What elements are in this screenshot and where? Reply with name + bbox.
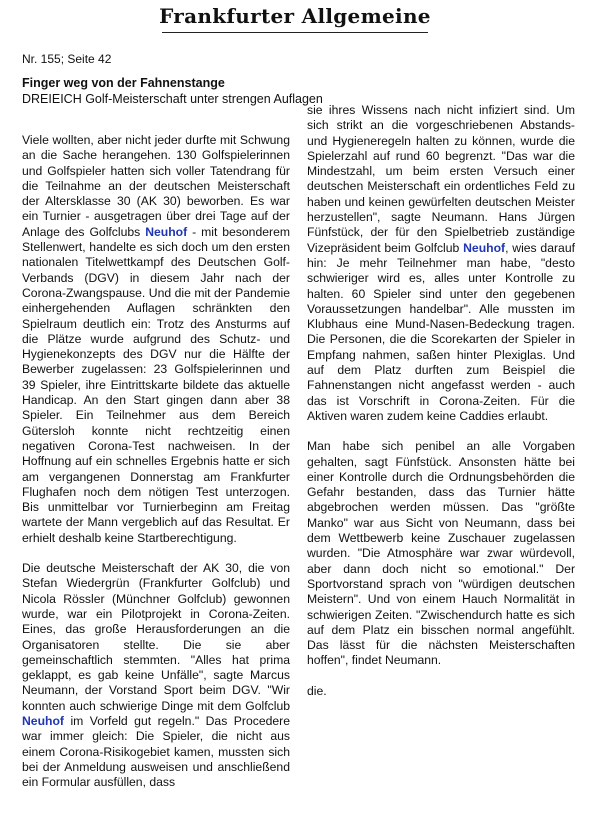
paragraph-text: im Vorfeld gut regeln." Das Procedere war immer gleich: Die Spieler, die nicht aus einem Corona-Risikogebiet kamen, mussten sich bei der Anmeldung ausweisen und anschließend ein Formular ausfüllen, dass [22,713,290,790]
right-column [307,103,575,714]
left-paragraph-1 [22,133,290,546]
highlight-term: Neuhof [145,224,188,239]
right-paragraph-2: Man habe sich penibel an alle Vorgaben gehalten, sagt Fünfstück. Ansonsten hätte bei einer Kontrolle durch die Ordnungsbehörden die Gefahr bestanden, dass das Turnier hätte abgebrochen werden müssen. Das "größte Manko" war aus Sicht von Neumann, dass bei dem Wettbewerb keine Zuschauer zugelassen wurden. "Die Atmosphäre war zwar würdevoll, aber dann doch nicht so emotional." Der Sportvorstand sprach von "würdigen deutschen Meistern". Und von einem Hauch Normalität in schwierigen Zeiten. "Zwischendurch hatte es sich auf dem Platz ein bisschen normal angefühlt. Das lässt für die nächsten Meisterschaften hoffen", findet Neumann. [307,439,575,668]
article-subheadline: DREIEICH Golf-Meisterschaft unter strengen Auflagen [22,92,323,106]
paragraph-text: , wies darauf hin: Je mehr Teilnehmer man habe, "desto schwieriger wird es, alles unter Kontrolle zu halten. 60 Spieler sind unter den gegebenen Voraussetzungen handelbar". Alle mussten im Klubhaus eine Mund-Nasen-Bedeckung tragen. Die Personen, die die Scorekarten der Spieler in Empfang nahmen, saßen hinter Plexiglas. Und auf dem Platz durften zum Beispiel die Fahnenstangen nicht angefasst werden - auch das ist Vorschrift in Corona-Zeiten. Für die Aktiven waren zudem keine Caddies erlaubt. [307,240,575,423]
masthead-rule [162,32,428,33]
paragraph-text: Die deutsche Meisterschaft der AK 30, die von Stefan Wiedergrün (Frankfurter Golfclub) und Nicola Rössler (Münchner Golfclub) gewonnen wurde, war ein Pilotprojekt in Corona-Zeiten. Eines, das große Herausforderungen an die Organisatoren stellte. Die sie aber gemeinschaftlich stemmten. "Alles hat prima geklappt, es gab keine Unfälle", sagte Marcus Neumann, der Vorstand Sport beim DGV. "Wir konnten auch schwierige Dinge mit dem Golfclub [22,561,290,713]
right-paragraph-1 [307,103,575,424]
right-paragraph-3: die. [307,683,327,698]
paragraph-text: sie ihres Wissens nach nicht infiziert sind. Um sich strikt an die vorgeschriebenen Abstands- und Hygieneregeln halten zu können, wurde die Spielerzahl auf rund 60 begrenzt. "Das war die Mindestzahl, um beim ersten Versuch einer deutschen Meisterschaft ein ordentliches Feld zu haben und keinen gewürfelten deutschen Meister herzustellen", sagte Neumann. Hans Jürgen Fünfstück, der für den Spielbetrieb zuständige Vizepräsident beim Golfclub [307,103,575,255]
left-column [22,133,290,805]
highlight-term: Neuhof [463,240,506,255]
left-paragraph-2 [22,561,290,790]
issue-line: Nr. 155; Seite 42 [22,52,112,66]
article-headline: Finger weg von der Fahnenstange [22,76,225,90]
paragraph-text: Viele wollten, aber nicht jeder durfte mit Schwung an die Sache herangehen. 130 Golfspielerinnen und Golfspieler hatten sich voller Tatendrang für die Teilnahme an der deutschen Meisterschaft der Altersklasse 30 (AK 30) beworben. Es war ein Turnier - ausgetragen über drei Tage auf der Anlage des Golfclubs [22,133,290,239]
highlight-term: Neuhof [22,713,64,728]
masthead-logo: Frankfurter Allgemeine [159,4,431,28]
paragraph-text: - mit besonderem Stellenwert, handelte es sich doch um den ersten nationalen Titelwettkampf des Deutschen Golf-Verbands (DGV) in diesem Jahr nach der Corona-Zwangspause. Und die mit der Pandemie einhergehenden Auflagen schränkten den Spielraum deutlich ein: Trotz des Ansturms auf die Plätze wurde aufgrund des Schutz- und Hygienekonzepts des DGV nur die Hälfte der Bewerber zugelassen: 23 Golfspielerinnen und 39 Spieler, ihre Eintrittskarte bildete das aktuelle Handicap. An den Start gingen dann aber 38 Spieler. Ein Teilnehmer aus dem Bereich Gütersloh konnte nicht rechtzeitig einen negativen Corona-Test nachweisen. In der Hoffnung auf ein schnelles Ergebnis hatte er sich am vergangenen Donnerstag am Frankfurter Flughafen noch dem nötigen Test unterzogen. Bis unmittelbar vor Turnierbeginn am Freitag wartete der Mann vergeblich auf das Resultat. Er erhielt deshalb keine Startberechtigung. [22,224,291,545]
